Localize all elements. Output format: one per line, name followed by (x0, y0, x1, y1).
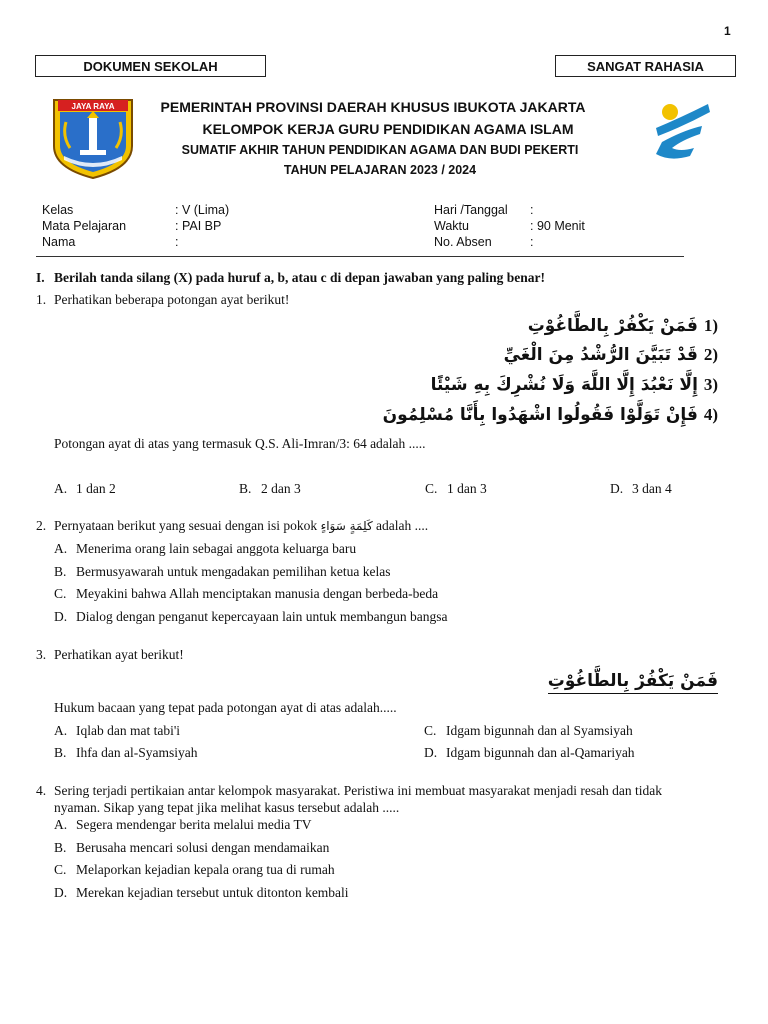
q3-option-d-text: Idgam bigunnah dan al-Qamariyah (446, 745, 635, 760)
q2-option-a-key: A. (54, 541, 68, 556)
q3-text: Perhatikan ayat berikut! (54, 647, 184, 662)
q1-option-c-key: C. (425, 481, 438, 496)
q2-arabic: كَلِمَةٍ سَوَاءٍ (320, 519, 373, 533)
q1-verse-3-text: إِلَّا نَعْبُدَ إِلَّا اللَّهَ وَلَا نُشْرِكَ بِهِ شَيْئًا (430, 375, 698, 395)
q3-option-c-text: Idgam bigunnah dan al Syamsiyah (446, 723, 633, 738)
q1-verse-2-num: (2 (703, 345, 718, 364)
q3-option-d[interactable] (424, 745, 635, 761)
q3-prompt: Hukum bacaan yang tepat pada potongan ayat di atas adalah..... (54, 700, 397, 715)
q1-option-a-text: 1 dan 2 (76, 481, 116, 496)
q1-text: Perhatikan beberapa potongan ayat berikut! (54, 292, 290, 307)
q2-option-a[interactable] (54, 541, 356, 557)
q1-verse-2 (504, 345, 718, 365)
q1-verse-3 (431, 375, 718, 395)
q1-verse-3-num: (3 (703, 375, 718, 394)
q1-option-d-key: D. (610, 481, 624, 496)
q1-verse-1-num: (1 (703, 316, 718, 335)
q2-option-c-text: Meyakini bahwa Allah menciptakan manusia dengan berbeda-beda (76, 586, 439, 601)
q2-option-d-text: Dialog dengan penganut kepercayaan lain untuk membangun bangsa (76, 609, 448, 624)
header-line-3: SUMATIF AKHIR TAHUN PENDIDIKAN AGAMA DAN BUDI PEKERTI (181, 143, 579, 157)
q2-option-d[interactable] (54, 609, 448, 625)
header-line-2: KELOMPOK KERJA GURU PENDIDIKAN AGAMA ISLAM (202, 121, 574, 137)
q2-number: 2. (36, 518, 47, 533)
q1-option-b-key: B. (239, 481, 252, 496)
q4-text-line-1: Sering terjadi pertikaian antar kelompok masyarakat. Peristiwa ini membuat masyarakat menjadi resah dan tidak (54, 783, 663, 798)
q4-text-line-2: nyaman. Sikap yang tepat jika melihat kasus tersebut adalah ..... (54, 800, 400, 815)
q4-option-a-key: A. (54, 817, 68, 832)
q1-option-a-key: A. (54, 481, 68, 496)
q2-option-b-key: B. (54, 564, 67, 579)
q4-option-a-text: Segera mendengar berita melalui media TV (76, 817, 312, 832)
q3-arabic: فَمَنْ يَكْفُرْ بِالطَّاغُوْتِ (548, 671, 718, 694)
q4-option-c-text: Melaporkan kejadian kepala orang tua di rumah (76, 862, 335, 877)
nama-label: Nama (42, 235, 76, 249)
q2-option-c-key: C. (54, 586, 67, 601)
hari-value: : (530, 203, 534, 217)
q3-option-b[interactable] (54, 745, 197, 761)
q4-option-b-key: B. (54, 840, 67, 855)
q4-option-c-key: C. (54, 862, 67, 877)
document-label-box (35, 55, 266, 77)
q1-prompt: Potongan ayat di atas yang termasuk Q.S. Ali-Imran/3: 64 adalah ..... (54, 436, 426, 451)
document-label: DOKUMEN SEKOLAH (83, 58, 218, 74)
q3-option-b-text: Ihfa dan al-Syamsiyah (76, 745, 198, 760)
kelas-value: : V (Lima) (175, 203, 230, 217)
q4-option-d-key: D. (54, 885, 68, 900)
waktu-label: Waktu (434, 219, 469, 233)
q1-option-b-text: 2 dan 3 (261, 481, 301, 496)
q4-option-d[interactable] (54, 885, 349, 901)
q1-option-d[interactable] (610, 481, 672, 497)
q1-verse-1 (528, 316, 718, 336)
emblem-banner-text: JAYA RAYA (71, 102, 115, 111)
q4-number: 4. (36, 783, 47, 798)
q2-text-after: adalah .... (376, 518, 429, 533)
q3-option-d-key: D. (424, 745, 438, 760)
q2-option-b[interactable] (54, 564, 391, 580)
q2-option-c[interactable] (54, 586, 438, 602)
kelas-label: Kelas (42, 203, 74, 217)
q4-option-c[interactable] (54, 862, 335, 878)
q4-option-b[interactable] (54, 840, 329, 856)
q3-option-a-key: A. (54, 723, 68, 738)
q1-option-b[interactable] (239, 481, 301, 497)
q2-option-a-text: Menerima orang lain sebagai anggota keluarga baru (76, 541, 357, 556)
q1-option-a[interactable] (54, 481, 116, 497)
absen-label: No. Absen (434, 235, 492, 249)
hari-label: Hari /Tanggal (434, 203, 508, 217)
q4-option-d-text: Merekan kejadian tersebut untuk ditonton kembali (76, 885, 349, 900)
q3-number: 3. (36, 647, 47, 662)
q1-verse-4-num: (4 (703, 405, 718, 424)
q2-text-before: Pernyataan berikut yang sesuai dengan isi pokok (54, 518, 318, 533)
q1-verse-2-text: قَدْ تَبَيَّنَ الرُّشْدُ مِنَ الْغَيِّ (503, 345, 698, 365)
q3-option-c-key: C. (424, 723, 437, 738)
merdeka-logo (650, 98, 716, 172)
page-number: 1 (724, 24, 731, 38)
secret-label-box (555, 55, 736, 77)
mapel-label: Mata Pelajaran (42, 219, 127, 233)
q3-option-a-text: Iqlab dan mat tabi'i (76, 723, 181, 738)
q1-option-c[interactable] (425, 481, 487, 497)
header-divider (36, 256, 684, 257)
q1-number: 1. (36, 292, 47, 307)
mapel-value: : PAI BP (175, 219, 222, 233)
q1-verse-4 (383, 405, 718, 425)
q1-option-c-text: 1 dan 3 (447, 481, 487, 496)
q3-option-b-key: B. (54, 745, 67, 760)
q4-option-a[interactable] (54, 817, 312, 833)
absen-value: : (530, 235, 534, 249)
secret-label: SANGAT RAHASIA (587, 58, 704, 74)
q1-verse-1-text: فَمَنْ يَكْفُرْ بِالطَّاغُوْتِ (527, 316, 698, 336)
q1-verse-4-text: فَإِنْ تَوَلَّوْا فَقُولُوا اشْهَدُوا بِأَنَّا مُسْلِمُونَ (382, 405, 698, 425)
q2-text (54, 518, 428, 534)
section-instruction: Berilah tanda silang (X) pada huruf a, b, atau c di depan jawaban yang paling benar! (54, 270, 545, 285)
q1-option-d-text: 3 dan 4 (632, 481, 672, 496)
section-number: I. (36, 270, 45, 285)
q2-option-b-text: Bermusyawarah untuk mengadakan pemilihan ketua kelas (76, 564, 391, 579)
waktu-value: : 90 Menit (530, 219, 585, 233)
q3-option-c[interactable] (424, 723, 633, 739)
q4-option-b-text: Berusaha mencari solusi dengan mendamaikan (76, 840, 330, 855)
header-line-4: TAHUN PELAJARAN 2023 / 2024 (283, 163, 477, 177)
q3-option-a[interactable] (54, 723, 180, 739)
nama-value: : (175, 235, 179, 249)
header-line-1: PEMERINTAH PROVINSI DAERAH KHUSUS IBUKOTA JAKARTA (160, 99, 586, 115)
q2-option-d-key: D. (54, 609, 68, 624)
